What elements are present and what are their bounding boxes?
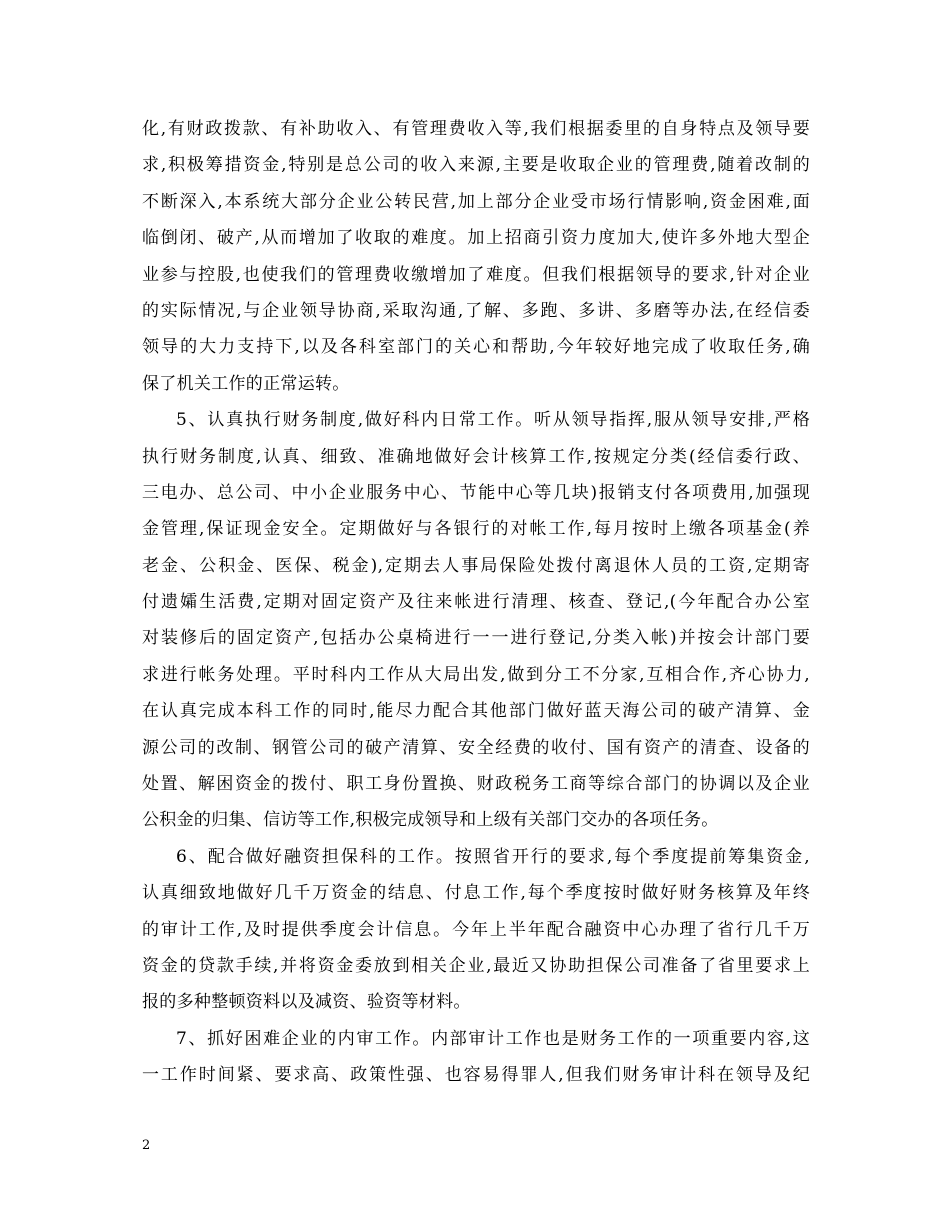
- text-line: 公积金的归集、信访等工作,积极完成领导和上级有关部门交办的各项任务。: [142, 810, 719, 831]
- text-line: 化,有财政拨款、有补助收入、有管理费收入等,我们根据委里的自身特点及领导要: [142, 119, 810, 139]
- text-line: 在认真完成本科工作的同时,能尽力配合其他部门做好蓝天海公司的破产清算、金: [142, 701, 810, 722]
- text-line: 资金的贷款手续,并将资金委放到相关企业,最近又协助担保公司准备了省里要求上: [142, 955, 810, 976]
- text-line: 7、抓好困难企业的内审工作。内部审计工作也是财务工作的一项重要内容,这: [176, 1028, 810, 1049]
- text-line: 业参与控股,也使我们的管理费收缴增加了难度。但我们根据领导的要求,针对企业: [142, 264, 810, 285]
- text-line: 5、认真执行财务制度,做好科内日常工作。听从领导指挥,服从领导安排,严格: [176, 410, 810, 431]
- text-line: 执行财务制度,认真、细致、准确地做好会计核算工作,按规定分类(经信委行政、: [142, 446, 810, 467]
- text-line: 保了机关工作的正常运转。: [142, 373, 350, 394]
- text-line: 的实际情况,与企业领导协商,采取沟通,了解、多跑、多讲、多磨等办法,在经信委: [142, 300, 810, 321]
- text-line: 报的多种整顿资料以及减资、验资等材料。: [142, 992, 471, 1013]
- document-body: [142, 111, 810, 1094]
- text-line: 源公司的改制、钢管公司的破产清算、安全经费的收付、国有资产的清查、设备的: [142, 737, 810, 758]
- text-line: 的审计工作,及时提供季度会计信息。今年上半年配合融资中心办理了省行几千万: [142, 919, 810, 940]
- text-line: 6、配合做好融资担保科的工作。按照省开行的要求,每个季度提前筹集资金,: [176, 846, 810, 867]
- text-line: 处置、解困资金的拨付、职工身份置换、财政税务工商等综合部门的协调以及企业: [142, 774, 810, 795]
- text-line: 付遗孀生活费,定期对固定资产及往来帐进行清理、核查、登记,(今年配合办公室: [142, 592, 810, 613]
- text-line: 老金、公积金、医保、税金),定期去人事局保险处拨付离退休人员的工资,定期寄: [142, 555, 810, 576]
- text-line: 不断深入,本系统大部分企业公转民营,加上部分企业受市场行情影响,资金困难,面: [142, 191, 810, 212]
- page-number: 2: [142, 1138, 151, 1153]
- text-line: 认真细致地做好几千万资金的结息、付息工作,每个季度按时做好财务核算及年终: [142, 883, 810, 904]
- text-line: 求,积极筹措资金,特别是总公司的收入来源,主要是收取企业的管理费,随着改制的: [142, 155, 810, 176]
- text-line: 金管理,保证现金安全。定期做好与各银行的对帐工作,每月按时上缴各项基金(养: [142, 519, 810, 540]
- text-line: 求进行帐务处理。平时科内工作从大局出发,做到分工不分家,互相合作,齐心协力,: [142, 664, 810, 685]
- text-line: 领导的大力支持下,以及各科室部门的关心和帮助,今年较好地完成了收取任务,确: [142, 337, 810, 358]
- text-line: 对装修后的固定资产,包括办公桌椅进行一一进行登记,分类入帐)并按会计部门要: [142, 628, 810, 649]
- text-line: 一工作时间紧、要求高、政策性强、也容易得罪人,但我们财务审计科在领导及纪: [142, 1065, 810, 1086]
- text-line: 三电办、总公司、中小企业服务中心、节能中心等几块)报销支付各项费用,加强现: [142, 482, 810, 503]
- text-line: 临倒闭、破产,从而增加了收取的难度。加上招商引资力度加大,使许多外地大型企: [142, 228, 810, 249]
